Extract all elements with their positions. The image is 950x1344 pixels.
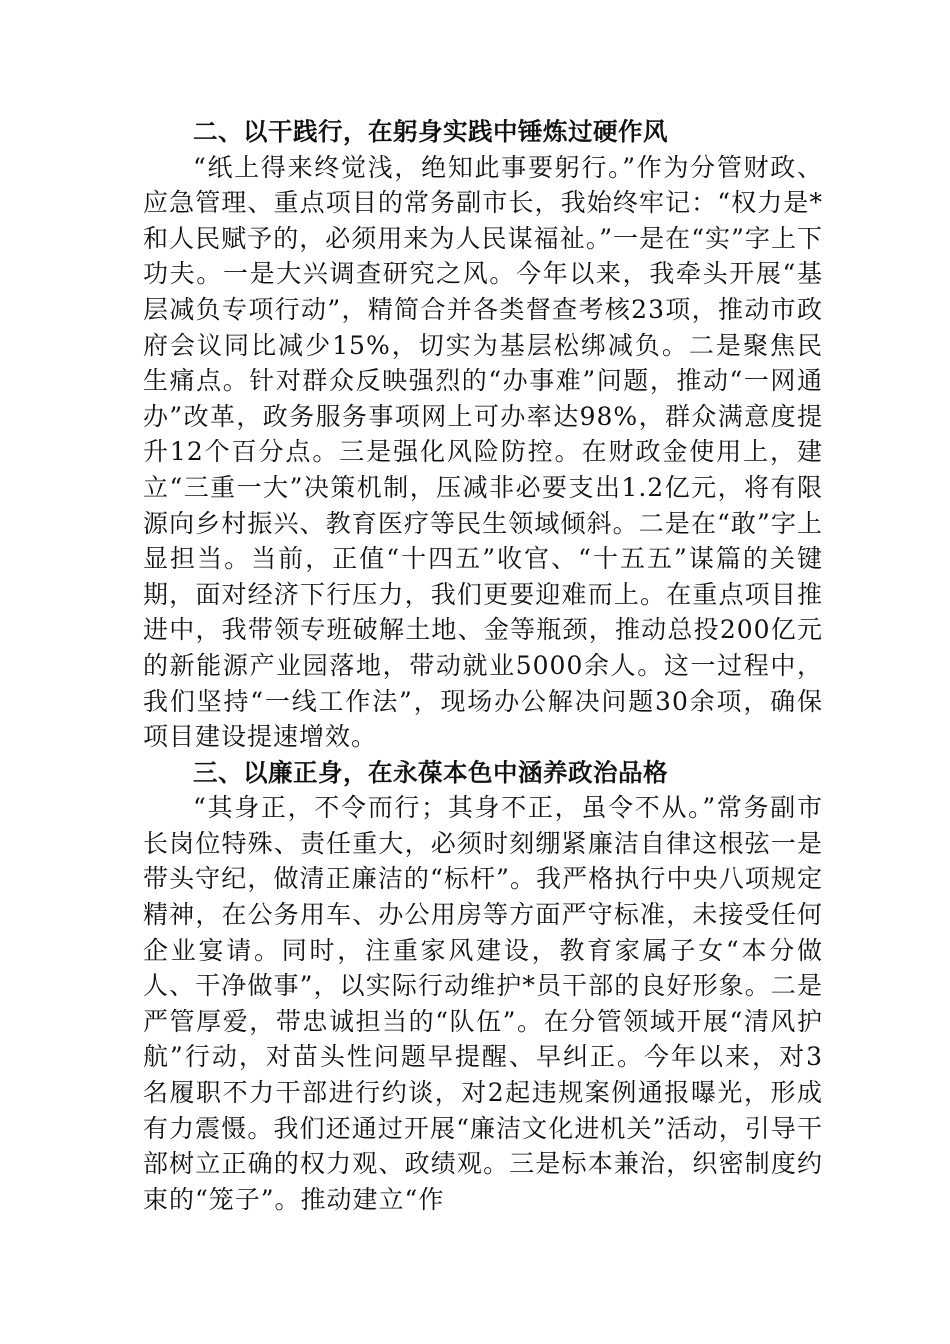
section-heading: 二、以干践行，在躬身实践中锤炼过硬作风 bbox=[193, 117, 668, 146]
document-body bbox=[143, 114, 823, 1217]
section-paragraph: “纸上得来终觉浅，绝知此事要躬行。”作为分管财政、应急管理、重点项目的常务副市长，我始终牢记：“权力是*和人民赋予的，必须用来为人民谋福祉。”一是在“实”字上下功夫。一是大兴调查研究之风。今年以来，我牵头开展“基层减负专项行动”，精简合并各类督查考核23项，推动市政府会议同比减少15%，切实为基层松绑减负。二是聚焦民生痛点。针对群众反映强烈的“办事难”问题，推动“一网通办”改革，政务服务事项网上可办率达98%，群众满意度提升12个百分点。三是强化风险防控。在财政金使用上，建立“三重一大”决策机制，压减非必要支出1.2亿元，将有限源向乡村振兴、教育医疗等民生领域倾斜。二是在“敢”字上显担当。当前，正值“十四五”收官、“十五五”谋篇的关键期，面对经济下行压力，我们更要迎难而上。在重点项目推进中，我带领专班破解土地、金等瓶颈，推动总投200亿元的新能源产业园落地，带动就业5000余人。这一过程中，我们坚持“一线工作法”，现场办公解决问题30余项，确保项目建设提速增效。 bbox=[143, 152, 823, 752]
section-heading: 三、以廉正身，在永葆本色中涵养政治品格 bbox=[193, 757, 668, 787]
section-paragraph: “其身正，不令而行；其身不正，虽令不从。”常务副市长岗位特殊、责任重大，必须时刻绷紧廉洁自律这根弦一是带头守纪，做清正廉洁的“标杆”。我严格执行中央八项规定精神，在公务用车、办公用房等方面严守标准，未接受任何企业宴请。同时，注重家风建设，教育家属子女“本分做人、干净做事”，以实际行动维护*员干部的良好形象。二是严管厚爱，带忠诚担当的“队伍”。在分管领域开展“清风护航”行动，对苗头性问题早提醒、早纠正。今年以来，对3名履职不力干部进行约谈，对2起违规案例通报曝光，形成有力震慑。我们还通过开展“廉洁文化进机关”活动，引导干部树立正确的权力观、政绩观。三是标本兼治，织密制度约束的“笼子”。推动建立“作 bbox=[143, 793, 823, 1214]
